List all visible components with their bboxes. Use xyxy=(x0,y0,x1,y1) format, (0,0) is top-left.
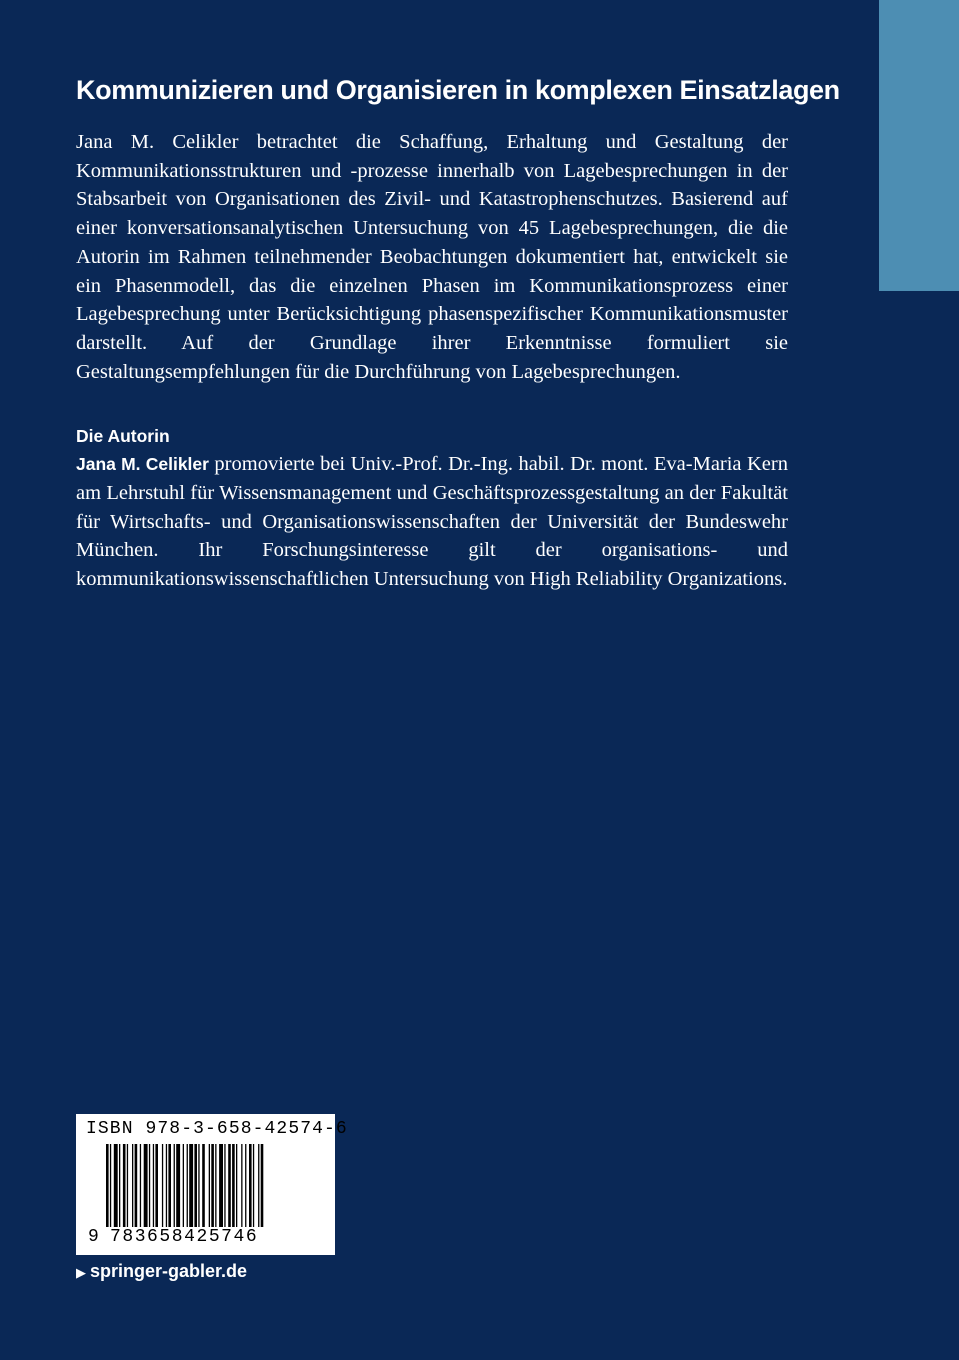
back-cover-content xyxy=(76,70,840,594)
barcode-bar xyxy=(183,1144,184,1236)
author-bio: promovierte bei Univ.-Prof. Dr.-Ing. habil. Dr. mont. Eva-Maria Kern am Lehrstuhl für Wissensmanagement und Geschäftsprozessgestaltung an der Fakultät für Wirtschafts- und Organisationswissenschaften der Universität der Bundeswehr München. Ihr Forschungsinteresse gilt der organisations- und kommunikationswissenschaftlichen Untersuchung von High Reliability Organizations. xyxy=(76,453,788,591)
isbn-text: ISBN 978-3-658-42574-6 xyxy=(86,1119,348,1139)
barcode-bar xyxy=(224,1144,225,1236)
barcode-bar xyxy=(132,1144,133,1236)
barcode-bar xyxy=(135,1144,138,1236)
barcode-bar xyxy=(144,1144,148,1236)
barcode-bar xyxy=(110,1144,111,1236)
ean-first-digit: 9 xyxy=(88,1227,99,1247)
barcode-bar xyxy=(149,1144,150,1236)
barcode-bar xyxy=(219,1144,223,1236)
barcode-bar xyxy=(249,1144,252,1236)
barcode-bar xyxy=(153,1144,154,1236)
barcode-bar xyxy=(189,1144,193,1236)
barcode-bar xyxy=(198,1144,199,1236)
barcode-bar xyxy=(202,1144,205,1236)
author-heading: Die Autorin xyxy=(76,426,170,447)
barcode-bar xyxy=(241,1144,242,1236)
barcode-bar xyxy=(166,1144,167,1236)
barcode-bar xyxy=(176,1144,180,1236)
barcode-bar xyxy=(174,1144,175,1236)
barcode-bar xyxy=(215,1144,216,1236)
barcode-bar xyxy=(140,1144,141,1236)
barcode-bar xyxy=(236,1144,237,1236)
barcode-bar xyxy=(155,1144,158,1236)
barcode-bar xyxy=(162,1144,163,1236)
barcode-bar xyxy=(123,1144,126,1236)
ean-digits: 783658425746 xyxy=(106,1227,334,1247)
barcode-bar xyxy=(106,1144,109,1236)
isbn-barcode xyxy=(76,1114,348,1255)
barcode-bars-icon xyxy=(106,1144,308,1236)
barcode-bar xyxy=(228,1144,231,1236)
barcode-bar xyxy=(253,1144,254,1236)
barcode-bar xyxy=(211,1144,214,1236)
barcode-bar xyxy=(194,1144,197,1236)
barcode-bar xyxy=(187,1144,188,1236)
barcode-bar xyxy=(232,1144,235,1236)
website-text: springer-gabler.de xyxy=(90,1261,248,1281)
barcode-bar xyxy=(261,1144,264,1236)
barcode-bar xyxy=(114,1144,118,1236)
book-description: Jana M. Celikler betrachtet die Schaffung, Erhaltung und Gestaltung der Kommunikationsstrukturen und -prozesse innerhalb von Lagebesprechungen in der Stabsarbeit von Organisationen des Zivil- und Katastrophenschutzes. Basierend auf einer konversationsanalytischen Untersuchung von 45 Lagebesprechungen, die die Autorin im Rahmen teilnehmender Beobachtungen dokumentiert hat, entwickelt sie ein Phasenmodell, das die einzelnen Phasen im Kommunikationsprozess einer Lagebesprechung unter Berücksichtigung phasenspezifischer Kommunikationsmuster darstellt. Auf der Grundlage ihrer Erkenntnisse formuliert sie Gestaltungsempfehlungen für die Durchführung von Lagebesprechungen. xyxy=(76,131,788,383)
barcode-bar xyxy=(209,1144,210,1236)
publisher-link[interactable] xyxy=(76,1261,247,1282)
triangle-right-icon: ▶ xyxy=(76,1265,86,1280)
author-name: Jana M. Celikler xyxy=(76,454,209,475)
barcode-bar xyxy=(119,1144,120,1236)
author-bio-paragraph xyxy=(76,450,788,594)
accent-bar xyxy=(879,0,959,291)
barcode-bar xyxy=(245,1144,246,1236)
barcode-bar xyxy=(127,1144,128,1236)
barcode-bar xyxy=(168,1144,171,1236)
book-title: Kommunizieren und Organisieren in komplexen Einsatzlagen xyxy=(76,75,840,105)
barcode-bar xyxy=(258,1144,259,1236)
